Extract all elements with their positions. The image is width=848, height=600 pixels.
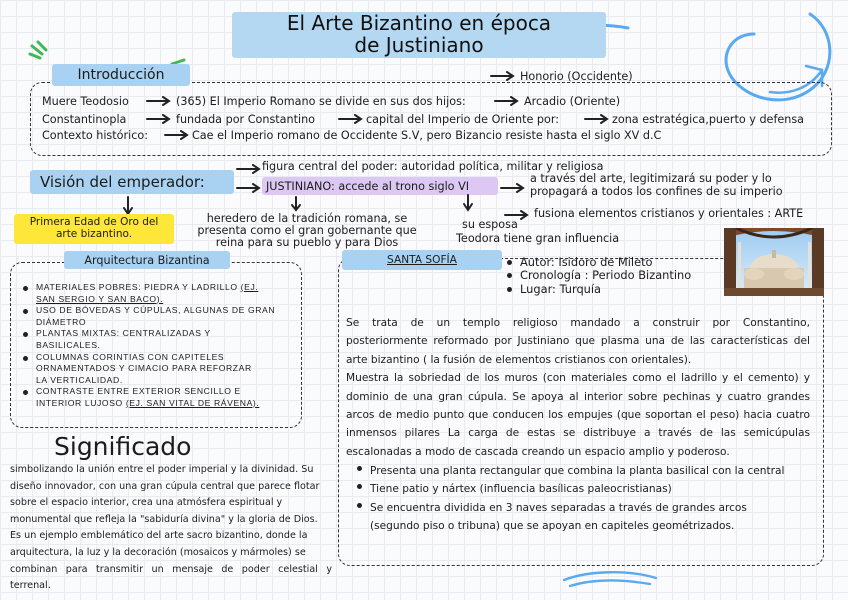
- example-reference: (EJ.: [240, 282, 259, 292]
- intro-contexto-label: Contexto histórico:: [42, 129, 148, 142]
- intro-constantinopla-label: Constantinopla: [42, 113, 127, 126]
- santa-sofia-heading: SANTA SOFÍA: [387, 254, 457, 266]
- list-item: CONTRASTE ENTRE EXTERIOR SENCILLO E INTERIOR LUJOSO (EJ. SAN VITAL DE RÁVENA).: [22, 386, 296, 409]
- arquitectura-list: [22, 282, 296, 410]
- vision-esposa-line1: su esposa: [462, 218, 518, 231]
- example-reference: SAN SERGIO Y SAN BACO).: [36, 293, 164, 304]
- significado-heading: Significado: [54, 432, 192, 461]
- vision-figura: figura central del poder: autoridad política, militar y religiosa: [262, 160, 604, 173]
- arrow-right-icon: [494, 96, 520, 106]
- arrow-down-icon: [462, 194, 474, 212]
- arrow-right-icon: [504, 210, 530, 220]
- intro-constantinopla-text: fundada por Constantino: [176, 113, 316, 126]
- title-line-1: El Arte Bizantino en época: [286, 11, 552, 35]
- santa-sofia-facts: [506, 256, 691, 296]
- list-item: Se encuentra dividida en 3 naves separadas a través de grandes arcos (segundo piso o tribuna) que se apoyan en capiteles geométrizados.: [356, 499, 812, 536]
- intro-muere-label: Muere Teodosio: [42, 95, 129, 108]
- intro-honorio: Honorio (Occidente): [520, 70, 633, 83]
- intro-zona-text: zona estratégica,puerto y defensa: [612, 113, 805, 126]
- arrow-right-icon: [500, 183, 526, 193]
- arrow-down-icon: [122, 196, 134, 216]
- fact-lugar: Lugar: Turquía: [506, 283, 691, 296]
- arrow-right-icon: [164, 130, 190, 140]
- vision-edad-line2: arte bizantino.: [55, 228, 133, 240]
- example-reference: (EJ. SAN VITAL DE RÁVENA).: [125, 397, 260, 408]
- intro-arcadio: Arcadio (Oriente): [524, 95, 621, 108]
- vision-justiniano: JUSTINIANO: accede al trono siglo VI: [266, 180, 470, 193]
- arrow-right-icon: [584, 114, 610, 124]
- arrow-right-icon: [490, 71, 516, 81]
- arrow-right-icon: [236, 183, 262, 193]
- fact-cronologia: Cronología : Periodo Bizantino: [506, 269, 691, 282]
- list-item: PLANTAS MIXTAS: CENTRALIZADAS Y BASILICALES.: [22, 328, 296, 351]
- decorative-blue-scribble-bottom: [560, 568, 660, 590]
- page-title: [232, 12, 606, 56]
- vision-heredero-line2: presenta como el gran gobernante que: [197, 224, 417, 237]
- list-item: Presenta una planta rectangular que combina la planta basilical con la central: [356, 462, 812, 480]
- santa-sofia-description: Se trata de un templo religioso mandado a construir por Constantino, posteriormente reformado por Justiniano que plasma una de las características del arte bizantino ( la fusión de elementos cristianos con orientales). Muestra la sobriedad de los muros (con materiales como el ladrillo y el cemento) y dominio de una gran cúpula. Se apoya al interior sobre pechinas y cuatro grandes arcos de medio punto que conducen los empujes (que soportan el peso) hacia cuatro inmensos pilares La carga de estas se distribuye a través de las semicúpulas escalonadas a modo de cascada creando un espacio amplio y poderoso.: [346, 317, 810, 458]
- hagia-sophia-photo: [724, 228, 824, 296]
- arrow-down-icon: [290, 196, 302, 212]
- intro-contexto-text: Cae el Imperio romano de Occidente S.V, pero Bizancio resiste hasta el siglo XV d.C: [192, 129, 662, 142]
- vision-heredero-line3: reina para su pueblo y para Dios: [215, 236, 399, 249]
- arquitectura-heading: Arquitectura Bizantina: [84, 254, 210, 267]
- intro-muere-text: (365) El Imperio Romano se divide en sus dos hijos:: [176, 95, 466, 108]
- arrow-right-icon: [146, 114, 172, 124]
- list-item: USO DE BÓVEDAS Y CÚPULAS, ALGUNAS DE GRAN DIÁMETRO: [22, 305, 296, 328]
- fact-autor: Autor: Isidoro de Mileto: [506, 256, 691, 269]
- arrow-right-icon: [338, 114, 364, 124]
- list-item: MATERIALES POBRES: PIEDRA Y LADRILLO (EJ. SAN SERGIO Y SAN BACO).: [22, 282, 296, 305]
- intro-heading: Introducción: [77, 67, 165, 83]
- intro-capital-text: capital del Imperio de Oriente por:: [366, 113, 560, 126]
- arrow-right-icon: [146, 96, 172, 106]
- vision-heredero-line1: heredero de la tradición romana, se: [206, 212, 408, 225]
- vision-heading: Visión del emperador:: [40, 173, 205, 191]
- vision-arte-line1: a través del arte, legitimizará su poder y lo: [530, 172, 772, 185]
- vision-fusiona: fusiona elementos cristianos y orientales : ARTE: [534, 207, 804, 220]
- vision-esposa-line2: Teodora tiene gran influencia: [456, 232, 620, 245]
- santa-sofia-bullets: [356, 462, 812, 536]
- vision-arte-line2: propagará a todos los confines de su imperio: [530, 185, 783, 198]
- title-line-2: de Justiniano: [354, 33, 484, 57]
- arrow-right-icon: [236, 164, 262, 174]
- vision-edad-line1: Primera Edad de Oro del: [29, 216, 159, 228]
- list-item: Tiene patio y nártex (influencia basílicas paleocristianas): [356, 480, 812, 498]
- list-item: COLUMNAS CORINTIAS CON CAPITELES ORNAMENTADOS Y CIMACIO PARA REFORZAR LA VERTICALIDAD.: [22, 352, 296, 387]
- significado-text: simbolizando la unión entre el poder imperial y la divinidad. Su diseño innovador, con una gran cúpula central que parece flotar sobre el espacio interior, crea una atmósfera espiritual y monumental que refleja la "sabiduría divina" y la gloria de Dios. Es un ejemplo emblemático del arte sacro bizantino, donde la arquitectura, la luz y la decoración (mosaicos y mármoles) se combinan para transmitir un mensaje de poder celestial y terrenal.: [10, 464, 332, 592]
